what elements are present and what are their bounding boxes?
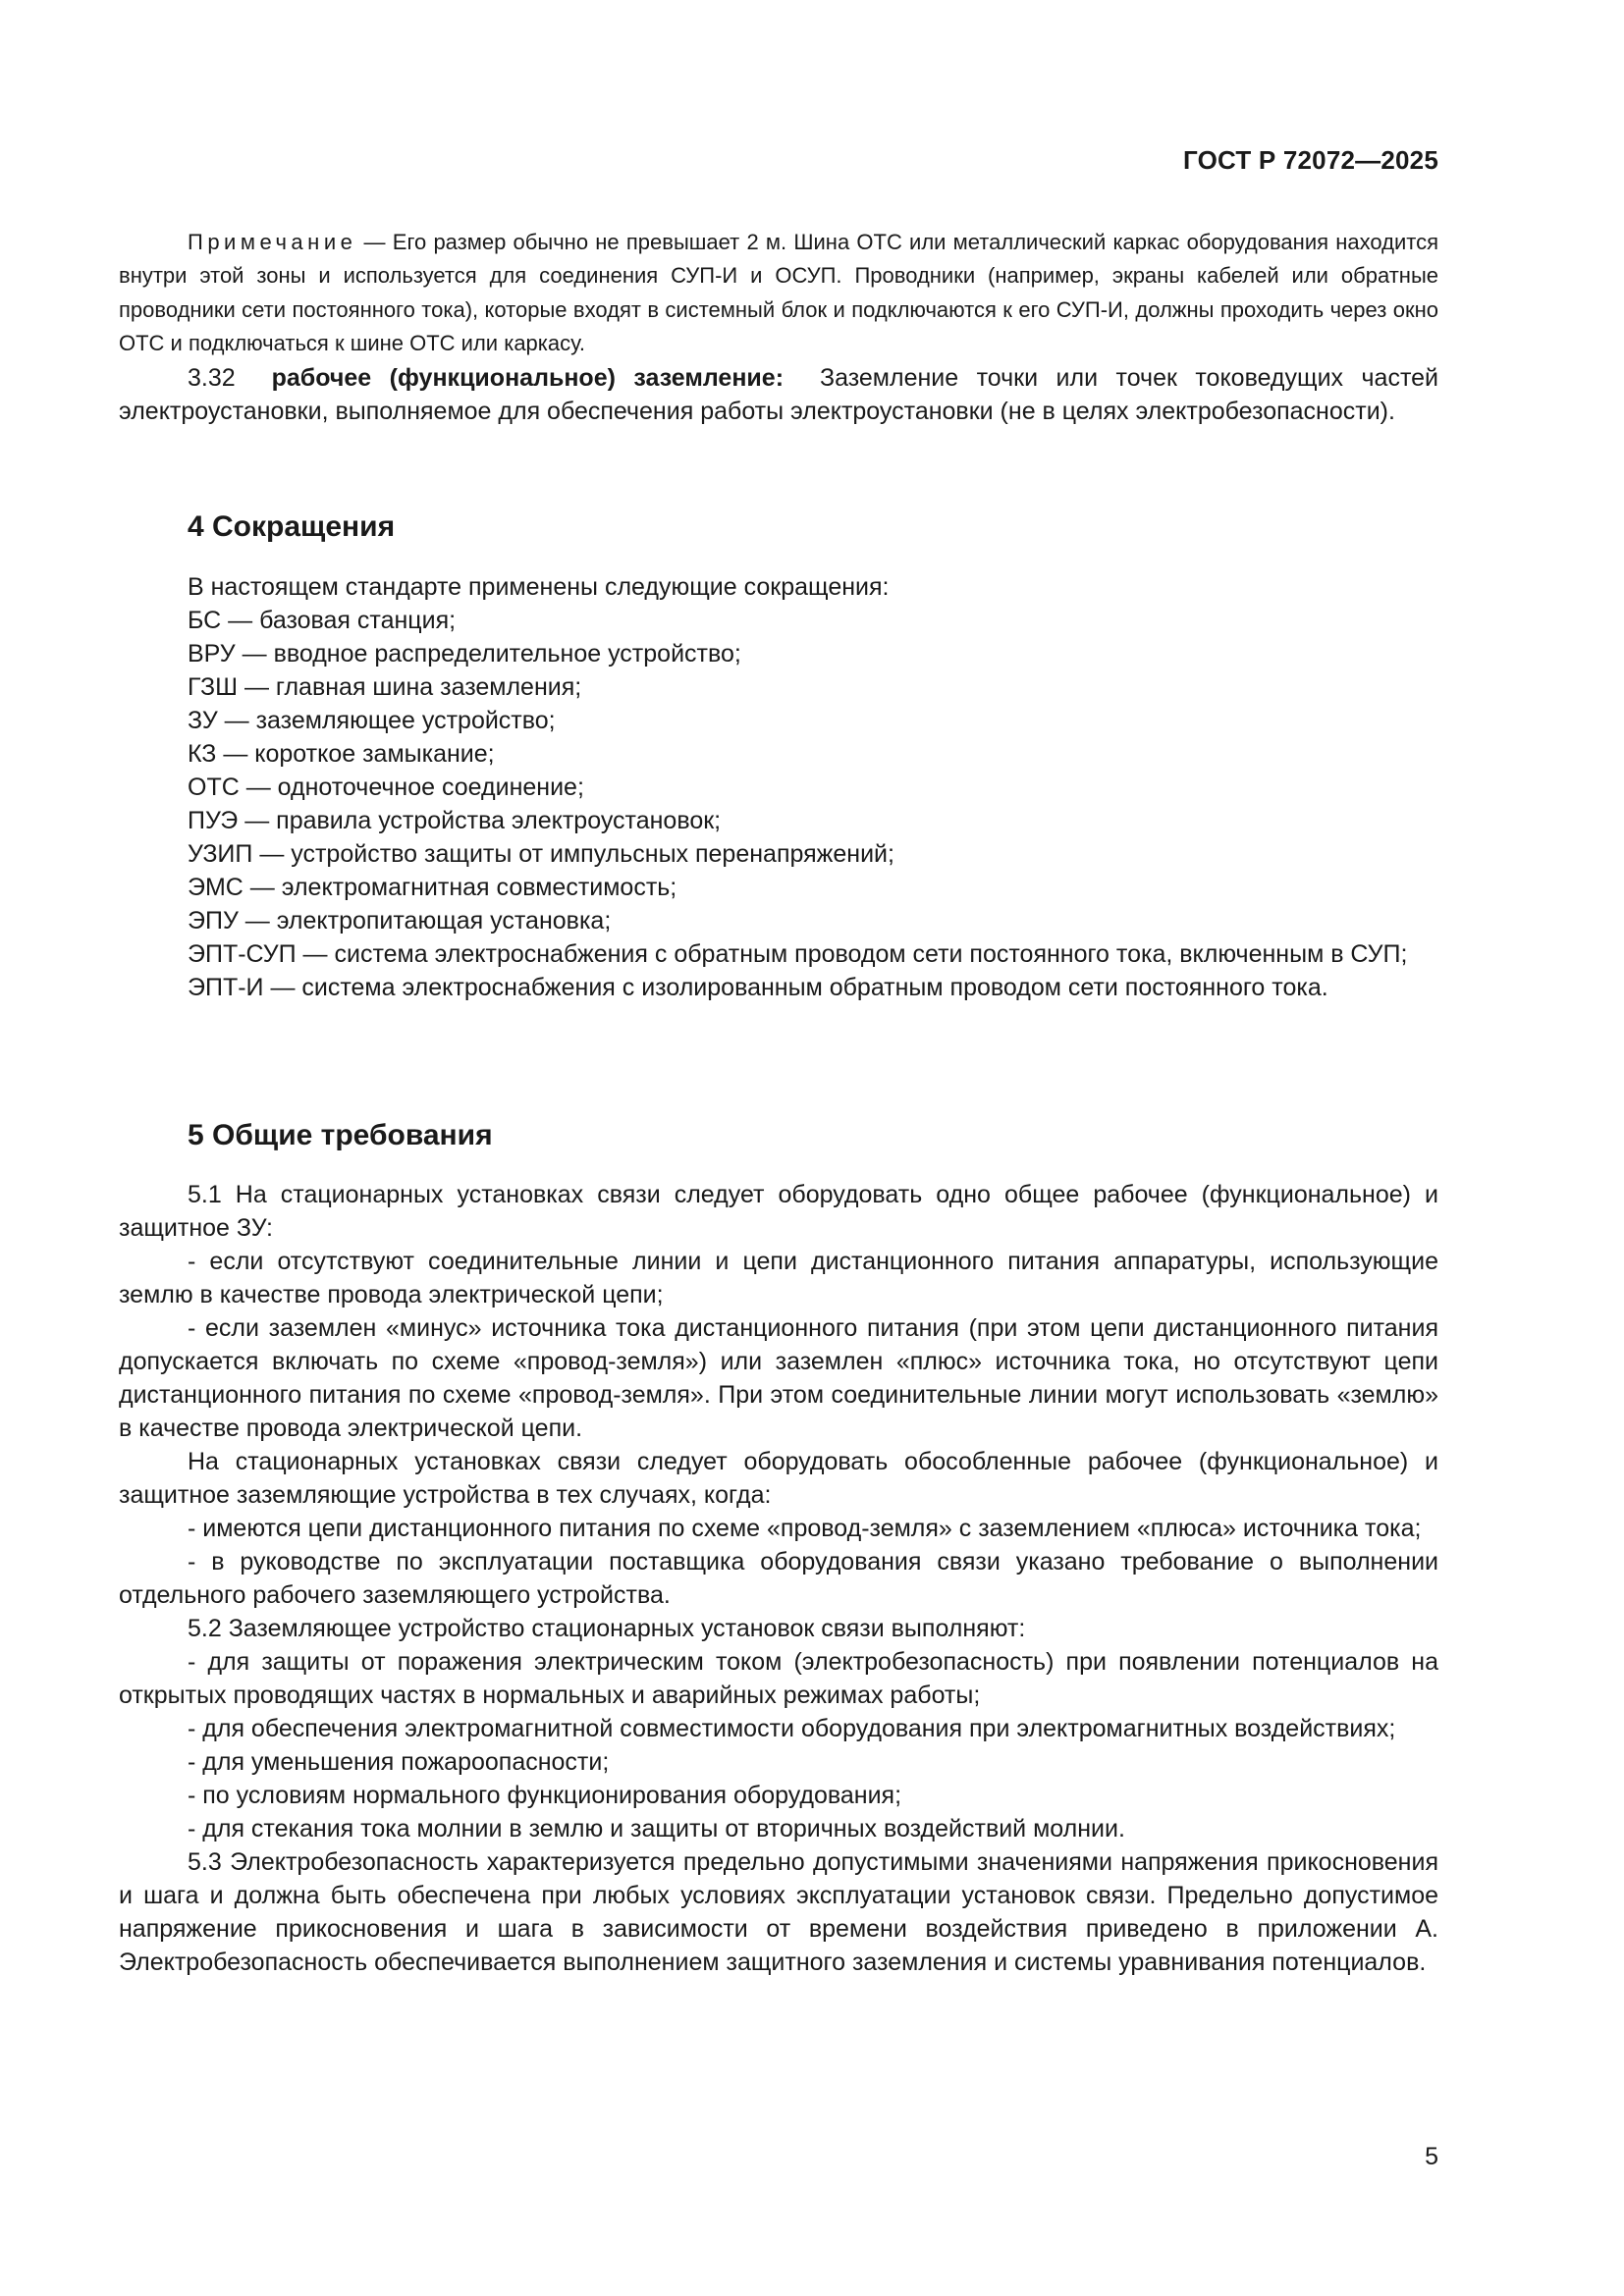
document-page xyxy=(119,0,1438,2296)
list-item: - имеются цепи дистанционного питания по схеме «провод-земля» с заземлением «плюса» источника тока; xyxy=(188,1515,1422,1542)
abbreviation-item: ПУЭ — правила устройства электроустановок; xyxy=(188,807,722,834)
abbreviation-item: ЭПУ — электропитающая установка; xyxy=(188,907,612,934)
section-5-body xyxy=(119,1178,1438,1979)
list-item: - для уменьшения пожароопасности; xyxy=(188,1748,610,1776)
abbreviations-intro: В настоящем стандарте применены следующие сокращения: xyxy=(188,573,890,601)
abbreviation-item: БС — базовая станция; xyxy=(188,607,457,634)
abbreviation-item: ЭПТ-И — система электроснабжения с изолированным обратным проводом сети постоянного тока. xyxy=(188,974,1328,1001)
paragraph-5-2: 5.2 Заземляющее устройство стационарных установок связи выполняют: xyxy=(188,1615,1026,1642)
abbreviations-list xyxy=(119,570,1438,1004)
list-item: - для стекания тока молнии в землю и защиты от вторичных воздействий молнии. xyxy=(188,1815,1125,1842)
abbreviation-item: ЗУ — заземляющее устройство; xyxy=(188,707,556,734)
section-5-title: 5 Общие требования xyxy=(188,1119,493,1151)
paragraph-5-1: 5.1 На стационарных установках связи следует оборудовать одно общее рабочее (функциональное) и защитное ЗУ: xyxy=(119,1181,1438,1242)
paragraph-5-3: 5.3 Электробезопасность характеризуется предельно допустимыми значениями напряжения прикосновения и шага и должна быть обеспечена при любых условиях эксплуатации установок связи. Предельно допустимое напряжение прикосновения и шага в зависимости от времени воздействия приведено в приложении А. Электробезопасность обеспечивается выполнением защитного заземления и системы уравнивания потенциалов. xyxy=(119,1848,1438,1976)
abbreviation-item: ЭМС — электромагнитная совместимость; xyxy=(188,874,677,901)
list-item: - по условиям нормального функционирования оборудования; xyxy=(188,1782,902,1809)
list-item: - для обеспечения электромагнитной совместимости оборудования при электромагнитных воздействиях; xyxy=(188,1715,1396,1742)
page-number: 5 xyxy=(1425,2143,1438,2170)
term-name: рабочее (функциональное) заземление: xyxy=(271,364,785,392)
note-text: — Его размер обычно не превышает 2 м. Шина ОТС или металлический каркас оборудования находится внутри этой зоны и используется для соединения СУП-И и ОСУП. Проводники (например, экраны кабелей или обратные проводники сети постоянного тока), которые входят в системный блок и подключаются к его СУП-И, должны проходить через окно ОТС и подключаться к шине ОТС или каркасу. xyxy=(119,230,1438,355)
term-number: 3.32 xyxy=(188,364,236,392)
term-definition: Заземление точки или точек токоведущих частей электроустановки, выполняемое для обеспечения работы электроустановки (не в целях электробезопасности). xyxy=(119,364,1438,425)
abbreviation-item: КЗ — короткое замыкание; xyxy=(188,740,495,768)
list-item: - в руководстве по эксплуатации поставщика оборудования связи указано требование о выполнении отдельного рабочего заземляющего устройства. xyxy=(119,1548,1438,1609)
abbreviation-item: ЭПТ-СУП — система электроснабжения с обратным проводом сети постоянного тока, включенным в СУП; xyxy=(188,940,1408,968)
abbreviation-item: ОТС — одноточечное соединение; xyxy=(188,774,584,801)
term-3-32 xyxy=(119,361,1438,428)
abbreviation-item: ГЗШ — главная шина заземления; xyxy=(188,673,582,701)
paragraph: На стационарных установках связи следует оборудовать обособленные рабочее (функциональное) и защитное заземляющие устройства в тех случаях, когда: xyxy=(119,1448,1438,1509)
abbreviation-item: ВРУ — вводное распределительное устройство; xyxy=(188,640,741,667)
note-label: Примечание xyxy=(188,230,357,254)
abbreviation-item: УЗИП — устройство защиты от импульсных перенапряжений; xyxy=(188,840,894,868)
list-item: - для защиты от поражения электрическим током (электробезопасность) при появлении потенциалов на открытых проводящих частях в нормальных и аварийных режимах работы; xyxy=(119,1648,1438,1709)
note-paragraph xyxy=(119,226,1438,360)
list-item: - если отсутствуют соединительные линии и цепи дистанционного питания аппаратуры, использующие землю в качестве провода электрической цепи; xyxy=(119,1248,1438,1308)
section-4-title: 4 Сокращения xyxy=(188,510,396,543)
document-code: ГОСТ Р 72072—2025 xyxy=(1183,145,1438,175)
list-item: - если заземлен «минус» источника тока дистанционного питания (при этом цепи дистанционного питания допускается включать по схеме «провод-земля») или заземлен «плюс» источника тока, но отсутствуют цепи дистанционного питания по схеме «провод-земля». При этом соединительные линии могут использовать «землю» в качестве провода электрической цепи. xyxy=(119,1314,1438,1442)
